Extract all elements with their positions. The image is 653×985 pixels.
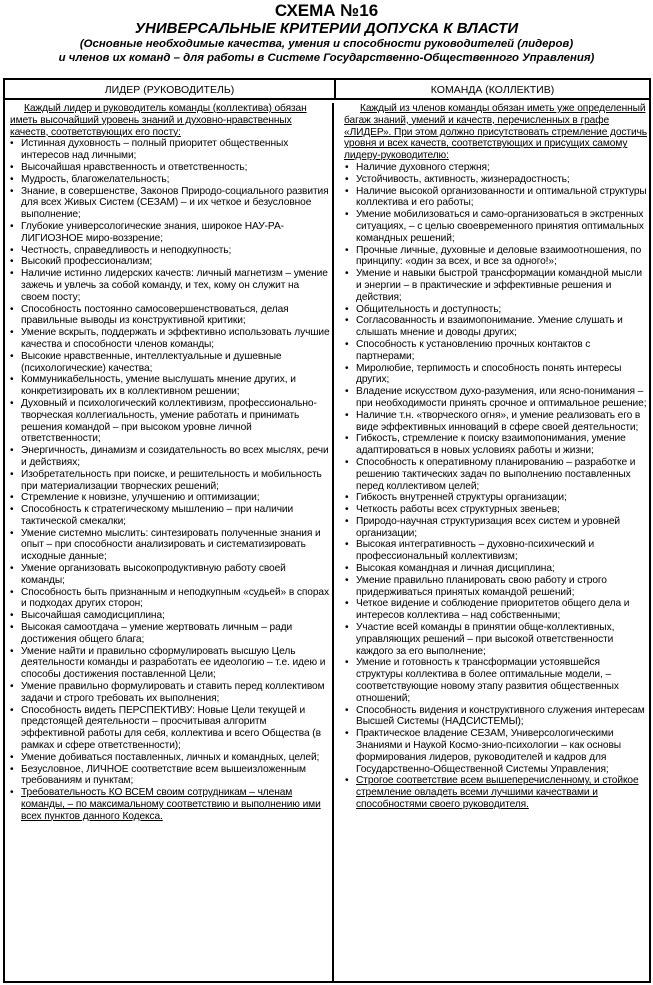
leader-criterion: [10, 787, 330, 822]
team-criterion: [344, 186, 649, 210]
leader-criterion-text: Способность к стратегическому мышлению – при наличии тактической смекалки;: [21, 504, 294, 527]
bullet-marker: •: [345, 315, 349, 327]
scheme-title: СХЕМА №16: [274, 1, 379, 20]
leader-criterion: [10, 445, 330, 469]
team-criterion-text: Участие всей команды в принятии обще-коллективных, управляющих решений – при высокой ответственности каждого за его выполнение;: [356, 622, 615, 657]
bullet-marker: •: [345, 268, 349, 280]
team-criterion: [344, 705, 649, 729]
team-criterion: [344, 339, 649, 363]
bullet-marker: •: [345, 386, 349, 398]
leader-criterion-text: Изобретательность при поиске, и решительность и мобильность при материализации творческих решений;: [21, 468, 322, 492]
team-criterion-text: Наличие т.н. «творческого огня», и умение реализовать его в виде эффективных инноваций в сфере своей деятельности;: [356, 409, 641, 433]
team-criterion: [344, 386, 649, 410]
leader-criterion: [10, 245, 330, 257]
team-criterion: [344, 268, 649, 303]
bullet-marker: •: [10, 610, 14, 622]
team-criterion-text: Четкость работы всех структурных звеньев;: [356, 504, 560, 516]
team-criterion-text: Способность к установлению прочных контактов с партнерами;: [356, 338, 591, 362]
bullet-marker: •: [345, 456, 349, 468]
team-criterion-text: Прочные личные, духовные и деловые взаимоотношения, по принципу: «один за всех, и все за одного!»;: [356, 244, 642, 268]
team-criterion-text: Умение мобилизоваться и само-организоваться в экстренных ситуациях, – с целью своевременного принятия оптимальных командных решений;: [356, 209, 644, 244]
page-header: [0, 0, 653, 65]
leader-criterion-text: Высокие нравственные, интеллектуальные и душевные (психологические) качества;: [21, 350, 282, 374]
bullet-marker: •: [10, 504, 14, 516]
bullet-marker: •: [345, 574, 349, 586]
team-criterion-text: Гибкость внутренней структуры организации;: [356, 492, 567, 504]
leader-criterion: [10, 646, 330, 681]
scheme-description-line-2: и членов их команд – для работы в Системе Государственно-Общественного Управления): [58, 52, 595, 64]
leader-criterion: [10, 351, 330, 375]
bullet-marker: •: [345, 244, 349, 256]
leader-criterion: [10, 304, 330, 328]
team-criterion: [344, 245, 649, 269]
bullet-marker: •: [10, 268, 14, 280]
leader-criterion-text: Умение правильно формулировать и ставить перед коллективом задачи и строго требовать их выполнения;: [21, 681, 325, 704]
bullet-marker: •: [345, 209, 349, 221]
bullet-marker: •: [10, 185, 14, 197]
leader-criterion: [10, 563, 330, 587]
leader-criterion: [10, 174, 330, 186]
team-criterion: [344, 563, 649, 575]
bullet-marker: •: [10, 704, 14, 716]
bullet-marker: •: [345, 433, 349, 445]
team-criterion-text: Наличие духовного стержня;: [356, 161, 490, 173]
leader-column: [8, 103, 334, 981]
leader-criterion-text: Способность видеть ПЕРСПЕКТИВУ: Новые Цели текущей и предстоящей деятельности – просчитывая алгоритм эффективной работы для себя, коллектива и всего Общества (в рамках и сфере ответственности);: [21, 704, 321, 752]
team-criterion: [344, 504, 649, 516]
leader-criterion-text: Мудрость, благожелательность;: [21, 173, 170, 185]
bullet-marker: •: [345, 598, 349, 610]
bullet-marker: •: [10, 173, 14, 185]
bullet-marker: •: [345, 728, 349, 740]
team-criterion: [344, 433, 649, 457]
team-criterion: [344, 315, 649, 339]
bullet-marker: •: [10, 138, 14, 150]
leader-criterion-text: Умение добиваться поставленных, личных и командных, целей;: [21, 751, 320, 763]
bullet-marker: •: [10, 622, 14, 634]
team-criterion-text: Общительность и доступность;: [356, 303, 502, 315]
scheme-description-line-1: (Основные необходимые качества, умения и способности руководителей (лидеров): [79, 38, 574, 50]
leader-criterion-text: Энергичность, динамизм и созидательность во всех мыслях, речи и действиях;: [21, 445, 329, 468]
leader-criterion: [10, 469, 330, 493]
leader-criterion-text: Наличие истинно лидерских качеств: личный магнетизм – умение зажечь и увлечь за собой команду, и тех, кому он служит на своем посту;: [21, 268, 328, 303]
leader-criterion-text: Умение вскрыть, поддержать и эффективно использовать лучшие качества и способности членов команды;: [21, 327, 330, 350]
team-criterion-text: Наличие высокой организованности и оптимальной структуры коллектива и его работы;: [356, 185, 647, 209]
leader-criterion: [10, 492, 330, 504]
bullet-marker: •: [345, 409, 349, 421]
bullet-marker: •: [345, 303, 349, 315]
bullet-marker: •: [10, 751, 14, 763]
team-criterion-text: Умение и готовность к трансформации устоявшейся структуры коллектива в более оптимальные модели, – соответствующие новому этапу развития общественных отношений;: [356, 657, 619, 704]
team-intro: Каждый из членов команды обязан иметь уже определенный багаж знаний, умений и качеств, перечисленных в графе «ЛИДЕР». При этом должно присутствовать стремление достичь уровня и всех качеств, соответствующих и присущих самому лидеру-руководителю:: [344, 103, 647, 162]
leader-criterion: [10, 764, 330, 788]
team-criterion: [344, 598, 649, 622]
team-column: [336, 103, 649, 981]
leader-criterion: [10, 398, 330, 445]
scheme-subtitle: УНИВЕРСАЛЬНЫЕ КРИТЕРИИ ДОПУСКА К ВЛАСТИ: [134, 20, 519, 37]
team-criterion-text: Умение правильно планировать свою работу и строго придерживаться принятых командой решений;: [356, 574, 607, 598]
bullet-marker: •: [10, 787, 14, 799]
bullet-marker: •: [345, 185, 349, 197]
team-criterion: [344, 516, 649, 540]
team-criterion-text: Согласованность и взаимопонимание. Умение слушать и слышать мнение и доводы других;: [356, 315, 623, 339]
leader-criterion: [10, 587, 330, 611]
leader-criterion-text: Честность, справедливость и неподкупность;: [21, 244, 232, 256]
bullet-marker: •: [10, 374, 14, 386]
team-criterion-text: Строгое соответствие всем вышеперечисленному, и стойкое стремление овладеть всеми лучшими качествами и способностями своего руководителя.: [356, 775, 639, 811]
team-criterion: [344, 209, 649, 244]
bullet-marker: •: [10, 161, 14, 173]
team-criterion: [344, 410, 649, 434]
leader-criterion: [10, 528, 330, 563]
leader-criterion-text: Коммуникабельность, умение выслушать мнение других, и конкретизировать их в коллективном решении;: [21, 374, 296, 398]
bullet-marker: •: [345, 657, 349, 669]
team-criterion: [344, 622, 649, 657]
bullet-marker: •: [10, 563, 14, 575]
leader-criterion: [10, 221, 330, 245]
team-criterion: [344, 657, 649, 704]
bullet-marker: •: [10, 303, 14, 315]
leader-criterion: [10, 504, 330, 528]
team-criterion-text: Гибкость, стремление к поиску взаимопонимания, умение адаптироваться в новых условиях работы и жизни;: [356, 433, 626, 457]
team-criterion: [344, 775, 649, 810]
bullet-marker: •: [345, 161, 349, 173]
bullet-marker: •: [345, 563, 349, 575]
team-criterion: [344, 457, 649, 492]
team-criterion: [344, 575, 649, 599]
leader-criterion-text: Истинная духовность – полный приоритет общественных интересов над личными;: [21, 138, 289, 162]
leader-criterion-text: Умение найти и правильно сформулировать высшую Цель деятельности команды и разработать ее идеологию – т.е. идею и способы достижения поставленной Цели;: [21, 645, 326, 681]
bullet-marker: •: [10, 327, 14, 339]
leader-column-header: ЛИДЕР (РУКОВОДИТЕЛЬ): [5, 80, 336, 100]
team-criterion: [344, 363, 649, 387]
team-criterion: [344, 162, 649, 174]
leader-criterion: [10, 610, 330, 622]
team-column-header: КОМАНДА (КОЛЛЕКТИВ): [336, 80, 649, 100]
leader-criterion-text: Способность быть признанным и неподкупным «судьей» в спорах и подходах других сторон;: [21, 586, 329, 610]
bullet-marker: •: [10, 244, 14, 256]
team-criterion-text: Миролюбие, терпимость и способность понять интересы других;: [356, 362, 622, 386]
bullet-marker: •: [10, 397, 14, 409]
team-criterion-text: Умение и навыки быстрой трансформации командной мысли и энергии – в практические и эффективные решения и действия;: [356, 268, 642, 303]
bullet-marker: •: [10, 681, 14, 693]
team-criterion: [344, 492, 649, 504]
leader-criterion-text: Глубокие универсологические знания, широкое НАУ-РА-ЛИГИОЗНОЕ миро-воззрение;: [21, 220, 284, 244]
leader-criterion-text: Умение системно мыслить: синтезировать полученные знания и опыт – при способности анализировать и систематизировать исходные данные;: [21, 527, 321, 563]
team-criterion: [344, 539, 649, 563]
leader-criterion: [10, 374, 330, 398]
criteria-table: [3, 78, 651, 983]
leader-intro: Каждый лидер и руководитель команды (коллектива) обязан иметь высочайший уровень знаний и духовно-нравственных качеств, соответствующих его посту:: [10, 103, 307, 138]
bullet-marker: •: [345, 704, 349, 716]
leader-criterion-text: Умение организовать высокопродуктивную работу своей команды;: [21, 563, 286, 586]
bullet-marker: •: [345, 173, 349, 185]
bullet-marker: •: [345, 622, 349, 634]
bullet-marker: •: [345, 515, 349, 527]
leader-criterion: [10, 268, 330, 303]
team-criterion-text: Высокая интегративность – духовно-психический и профессиональный коллективизм;: [356, 539, 595, 563]
bullet-marker: •: [345, 539, 349, 551]
team-criterion: [344, 728, 649, 775]
leader-criterion: [10, 186, 330, 221]
bullet-marker: •: [345, 338, 349, 350]
bullet-marker: •: [345, 492, 349, 504]
bullet-marker: •: [10, 763, 14, 775]
team-criterion: [344, 174, 649, 186]
leader-criterion-text: Высочайшая нравственность и ответственность;: [21, 161, 248, 173]
leader-criterion-text: Стремление к новизне, улучшению и оптимизации;: [21, 492, 260, 504]
team-criterion-text: Практическое владение СЕЗАМ, Универсологическими Знаниями и Наукой Космо-знио-психологии – как основы формирования лидеров, руководителей и кадров для Государственно-Общественной Системы Управления;: [356, 728, 621, 775]
bullet-marker: •: [345, 362, 349, 374]
team-criterion: [344, 304, 649, 316]
bullet-marker: •: [10, 445, 14, 457]
leader-criterion: [10, 752, 330, 764]
team-criterion-text: Способность к оперативному планированию – разработке и решению тактических задач по выполнению поставленных перед коллективом целей;: [356, 456, 636, 492]
bullet-marker: •: [10, 527, 14, 539]
leader-criterion: [10, 705, 330, 752]
team-criterion-text: Способность видения и конструктивного служения интересам Высшей Системы (НАДСИСТЕМЫ);: [356, 704, 645, 728]
leader-criterion: [10, 162, 330, 174]
leader-criterion-text: Требовательность КО ВСЕМ своим сотрудникам – членам команды, – по максимальному соответствию и выполнению ими всех пунктов данного Кодекса.: [21, 787, 321, 822]
leader-criterion: [10, 256, 330, 268]
leader-criterion-text: Высочайшая самодисциплина;: [21, 610, 165, 622]
team-criterion-text: Высокая командная и личная дисциплина;: [356, 563, 555, 575]
bullet-marker: •: [10, 645, 14, 657]
leader-criterion-text: Знание, в совершенстве, Законов Природо-социального развития для всех Живых Систем (СЕЗАМ) – и их четкое и безусловное выполнение;: [21, 185, 329, 221]
leader-criterion: [10, 138, 330, 162]
leader-criterion: [10, 327, 330, 351]
team-criterion-text: Природо-научная структуризация всех систем и уровней организации;: [356, 515, 621, 539]
bullet-marker: •: [345, 504, 349, 516]
bullet-marker: •: [345, 775, 349, 787]
leader-criterion-text: Способность постоянно самосовершенствоваться, делая правильные выводы из конструктивной критики;: [21, 303, 289, 327]
leader-criterion-text: Духовный и психологический коллективизм, профессионально-творческая коллегиальность, умение работать и принимать решения командой – при высоком уровне личной ответственности;: [21, 397, 317, 445]
leader-criterion: [10, 681, 330, 705]
bullet-marker: •: [10, 350, 14, 362]
bullet-marker: •: [10, 492, 14, 504]
leader-criterion-text: Высокий профессионализм;: [21, 256, 153, 268]
bullet-marker: •: [10, 586, 14, 598]
bullet-marker: •: [10, 468, 14, 480]
bullet-marker: •: [10, 256, 14, 268]
team-criterion-text: Владение искусством духо-разумения, или ясно-понимания – при необходимости принять срочное и оптимальное решение;: [356, 386, 647, 409]
team-criterion-text: Устойчивость, активность, жизнерадостность;: [356, 173, 570, 185]
leader-criterion-text: Высокая самоотдача – умение жертвовать личным – ради достижения общего блага;: [21, 622, 293, 645]
leader-criterion-text: Безусловное, ЛИЧНОЕ соответствие всем вышеизложенным требованиям и пунктам;: [21, 763, 306, 787]
bullet-marker: •: [10, 220, 14, 232]
leader-criterion: [10, 622, 330, 646]
team-criterion-text: Четкое видение и соблюдение приоритетов общего дела и интересов коллектива – над собственными;: [356, 598, 630, 622]
